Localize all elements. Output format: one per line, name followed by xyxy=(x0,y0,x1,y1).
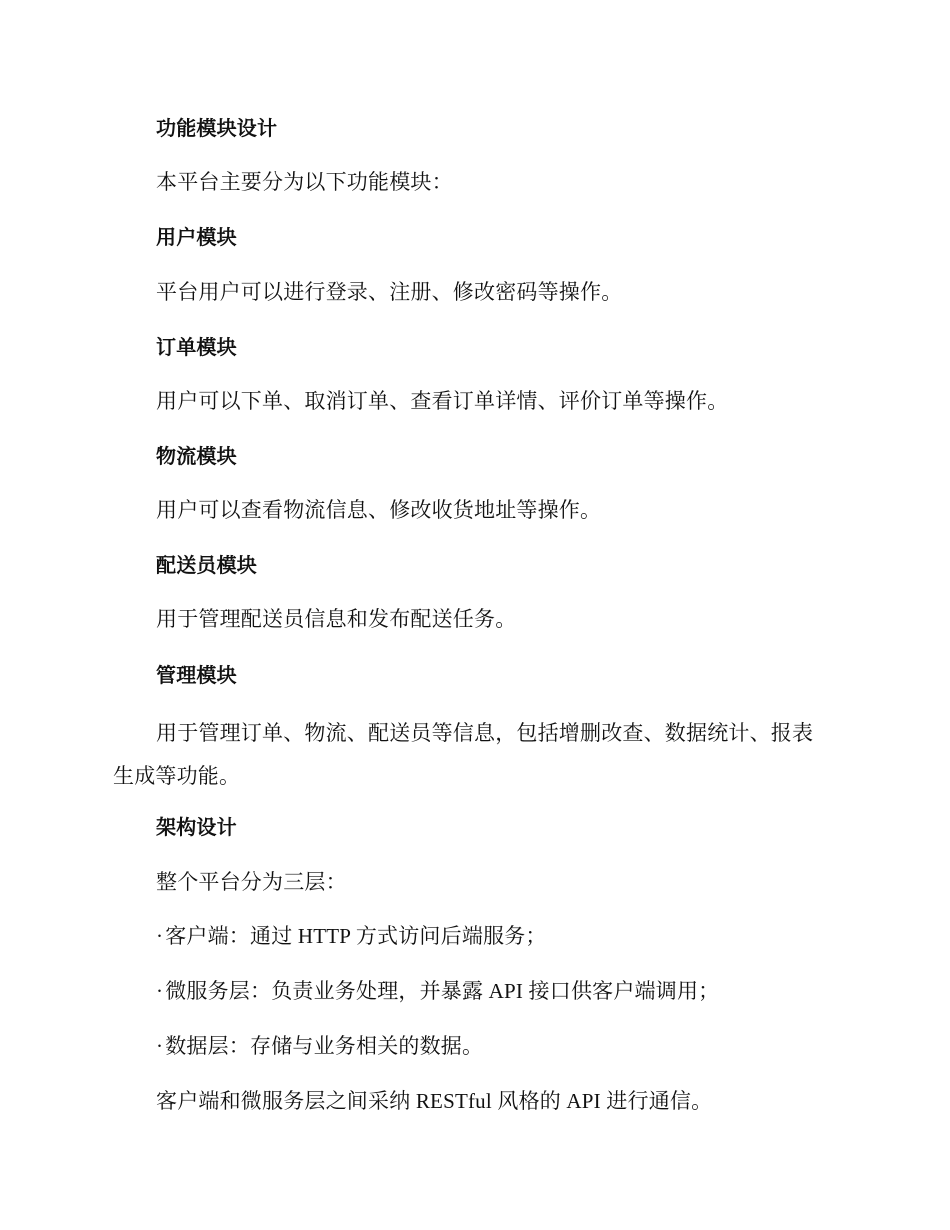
module-desc-courier: 用于管理配送员信息和发布配送任务。 xyxy=(156,607,517,631)
bullet-text: 数据层：存储与业务相关的数据。 xyxy=(165,1034,484,1058)
bullet-text: 微服务层：负责业务处理，并暴露 API 接口供客户端调用； xyxy=(165,979,720,1003)
module-heading-order: 订单模块 xyxy=(156,335,237,359)
section-heading-architecture: 架构设计 xyxy=(156,815,237,839)
module-desc-management: 用于管理订单、物流、配送员等信息，包括增删改查、数据统计、报表生成等功能。 xyxy=(113,721,814,788)
module-heading-management: 管理模块 xyxy=(156,663,237,687)
architecture-closing-paragraph: 客户端和微服务层之间采纳 RESTful 风格的 API 进行通信。 xyxy=(156,1089,713,1113)
module-heading-courier: 配送员模块 xyxy=(156,553,257,577)
module-heading-user: 用户模块 xyxy=(156,225,237,249)
bullet-item-client xyxy=(156,922,547,950)
module-desc-logistics: 用户可以查看物流信息、修改收货地址等操作。 xyxy=(156,498,602,522)
bullet-item-data-layer xyxy=(156,1032,483,1060)
bullet-marker: · xyxy=(156,924,164,948)
architecture-intro-paragraph: 整个平台分为三层： xyxy=(156,870,347,894)
section-intro-paragraph: 本平台主要分为以下功能模块： xyxy=(156,170,453,194)
module-heading-logistics: 物流模块 xyxy=(156,444,237,468)
bullet-text: 客户端：通过 HTTP 方式访问后端服务； xyxy=(165,924,547,948)
module-desc-order: 用户可以下单、取消订单、查看订单详情、评价订单等操作。 xyxy=(156,389,729,413)
bullet-marker: · xyxy=(156,1034,164,1058)
module-desc-user: 平台用户可以进行登录、注册、修改密码等操作。 xyxy=(156,280,623,304)
section-heading-function-modules: 功能模块设计 xyxy=(156,116,278,140)
bullet-marker: · xyxy=(156,979,164,1003)
bullet-item-microservice xyxy=(156,977,719,1005)
